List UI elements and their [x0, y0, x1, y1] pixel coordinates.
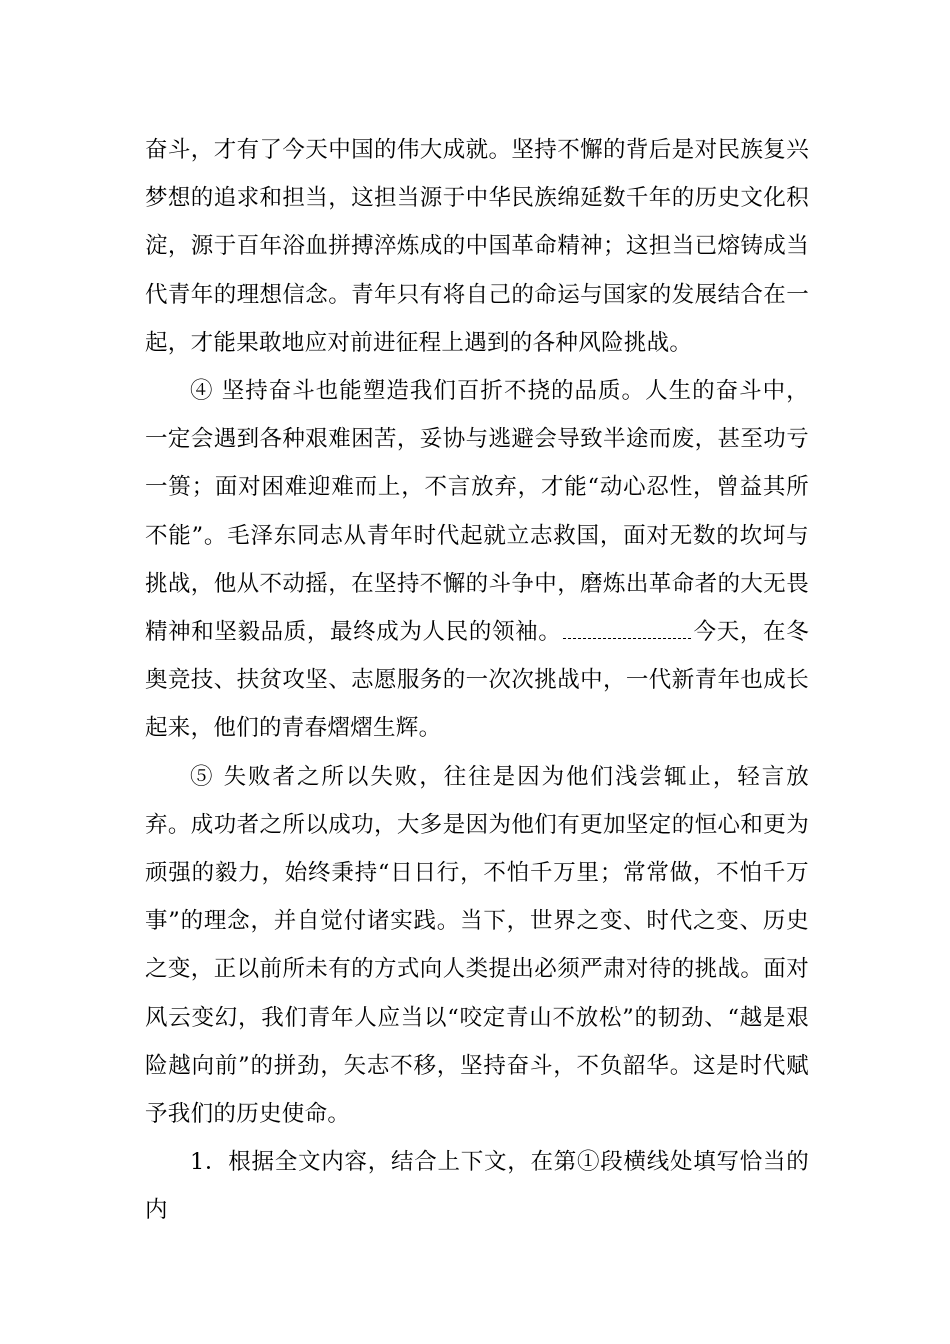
paragraph-4-text-after-blank: 今天，在冬奥竞技、扶贫攻坚、志愿服务的一次次挑战中，一代新青年也成长起来，他们的青春熠熠生辉。 [145, 619, 809, 742]
document-page [145, 126, 809, 1235]
paragraph-5: ⑤ 失败者之所以失败，往往是因为他们浅尝辄止，轻言放弃。成功者之所以成功，大多是因为他们有更加坚定的恒心和更为顽强的毅力，始终秉持“日日行，不怕千万里；常常做，不怕千万事”的理念，并自觉付诸实践。当下，世界之变、时代之变、历史之变，正以前所未有的方式向人类提出必须严肃对待的挑战。面对风云变幻，我们青年人应当以“咬定青山不放松”的韧劲、“越是艰险越向前”的拼劲，矢志不移，坚持奋斗，不负韶华。这是时代赋予我们的历史使命。 [145, 763, 809, 1128]
paragraph-4 [145, 367, 809, 753]
fill-in-blank [563, 622, 691, 639]
question-1: 1．根据全文内容，结合上下文，在第①段横线处填写恰当的内 [145, 1149, 809, 1224]
paragraph-continuation: 奋斗，才有了今天中国的伟大成就。坚持不懈的背后是对民族复兴梦想的追求和担当，这担当源于中华民族绵延数千年的历史文化积淀，源于百年浴血拼搏淬炼成的中国革命精神；这担当已熔铸成当代青年的理想信念。青年只有将自己的命运与国家的发展结合在一起，才能果敢地应对前进征程上遇到的各种风险挑战。 [145, 137, 809, 356]
paragraph-4-text-before-blank: ④ 坚持奋斗也能塑造我们百折不挠的品质。人生的奋斗中，一定会遇到各种艰难困苦，妥协与逃避会导致半途而废，甚至功亏一篑；面对困难迎难而上，不言放弃，才能“动心忍性，曾益其所不能”。毛泽东同志从青年时代起就立志救国，面对无数的坎坷与挑战，他从不动摇，在坚持不懈的斗争中，磨炼出革命者的大无畏精神和坚毅品质，最终成为人民的领袖。 [145, 378, 809, 646]
